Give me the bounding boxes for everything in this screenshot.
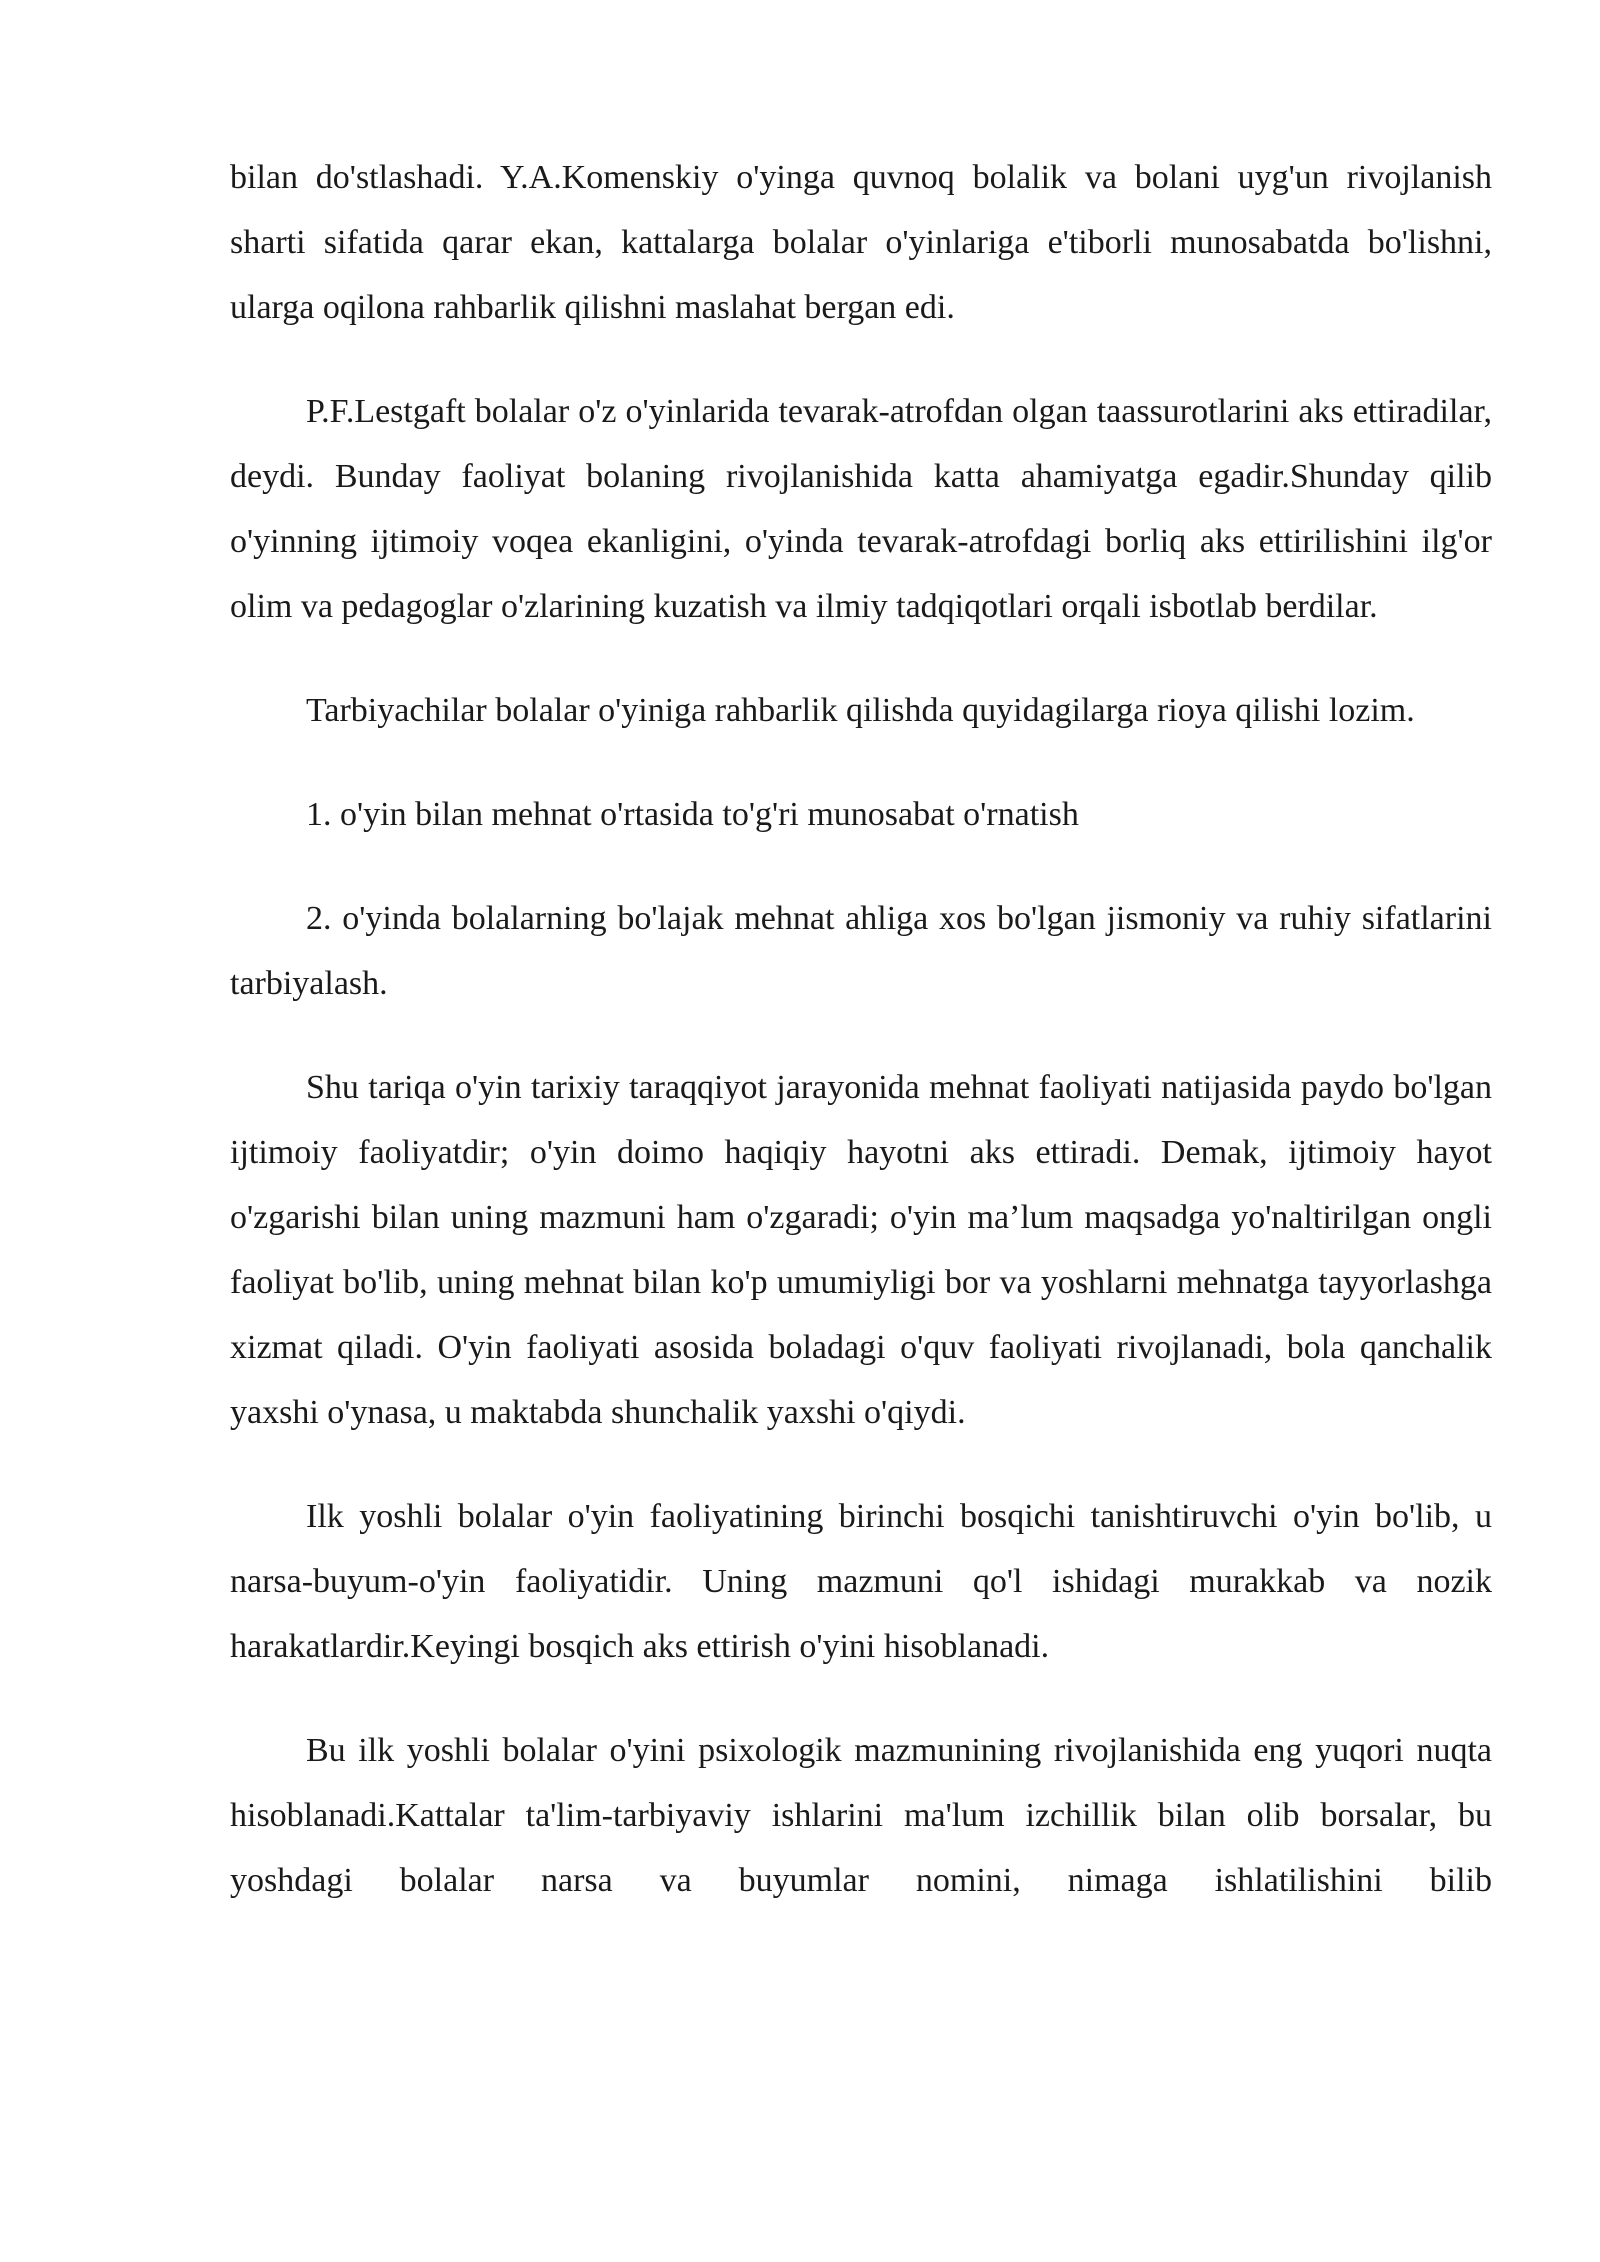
paragraph-1: bilan do'stlashadi. Y.A.Komenskiy o'yinga quvnoq bolalik va bolani uyg'un rivojlanish sharti sifatida qarar ekan, kattalarga bolalar o'yinlariga e'tiborli munosabatda bo'lishni, ularga oqilona rahbarlik qilishni maslahat bergan edi. [230,159,1492,326]
paragraph-4: Shu tariqa o'yin tarixiy taraqqiyot jarayonida mehnat faoliyati natijasida paydo bo'lgan ijtimoiy faoliyatdir; o'yin doimo haqiqiy hayotni aks ettiradi. Demak, ijtimoiy hayot o'zgarishi bilan uning mazmuni ham o'zgaradi; o'yin ma’lum maqsadga yo'naltirilgan ongli faoliyat bo'lib, uning mehnat bilan ko'p umumiyligi bor va yoshlarni mehnatga tayyorlashga xizmat qiladi. O'yin faoliyati asosida boladagi o'quv faoliyati rivojlanadi, bola qanchalik yaxshi o'ynasa, u maktabda shunchalik yaxshi o'qiydi. [230,1069,1492,1431]
list-item-1: 1. o'yin bilan mehnat o'rtasida to'g'ri munosabat o'rnatish [306,796,1079,833]
paragraph-2: P.F.Lestgaft bolalar o'z o'yinlarida tevarak-atrofdan olgan taassurotlarini aks ettiradilar, deydi. Bunday faoliyat bolaning rivojlanishida katta ahamiyatga egadir.Shunday qilib o'yinning ijtimoiy voqea ekanligini, o'yinda tevarak-atrofdagi borliq aks ettirilishini ilg'or olim va pedagoglar o'zlarining kuzatish va ilmiy tadqiqotlari orqali isbotlab berdilar. [230,393,1492,625]
paragraph-6: Bu ilk yoshli bolalar o'yini psixologik mazmunining rivojlanishida eng yuqori nuqta hisoblanadi.Kattalar ta'lim-tarbiyaviy ishlarini ma'lum izchillik bilan olib borsalar, bu yoshdagi bolalar narsa va buyumlar nomini, nimaga ishlatilishini bilib [230,1732,1492,1899]
paragraph-5: Ilk yoshli bolalar o'yin faoliyatining birinchi bosqichi tanishtiruvchi o'yin bo'lib, u narsa-buyum-o'yin faoliyatidir. Uning mazmuni qo'l ishidagi murakkab va nozik harakatlardir.Keyingi bosqich aks ettirish o'yini hisoblanadi. [230,1498,1492,1665]
list-item-2: 2. o'yinda bolalarning bo'lajak mehnat ahliga xos bo'lgan jismoniy va ruhiy sifatlarini tarbiyalash. [230,900,1492,1002]
paragraph-3: Tarbiyachilar bolalar o'yiniga rahbarlik qilishda quyidagilarga rioya qilishi lozim. [306,692,1415,729]
document-page [230,145,1492,1952]
